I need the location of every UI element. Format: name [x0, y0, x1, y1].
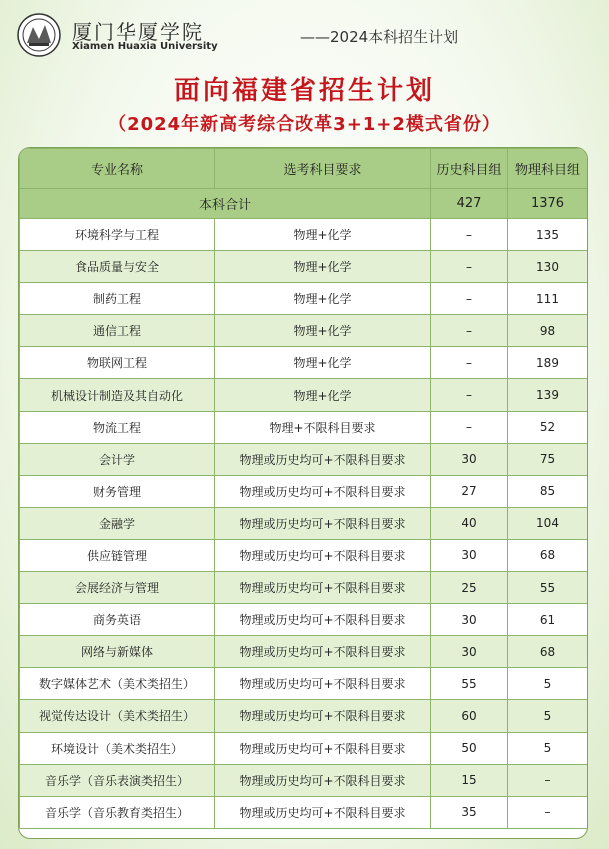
table-row — [20, 732, 588, 764]
cell-req: 物理或历史均可+不限科目要求 — [215, 796, 431, 828]
cell-physics: 130 — [508, 251, 588, 283]
cell-major: 通信工程 — [20, 315, 215, 347]
total-physics: 1376 — [508, 189, 588, 219]
table-row — [20, 347, 588, 379]
cell-physics: 135 — [508, 219, 588, 251]
cell-history: 30 — [431, 443, 508, 475]
cell-physics: 85 — [508, 475, 588, 507]
cell-major: 环境科学与工程 — [20, 219, 215, 251]
cell-major: 视觉传达设计（美术类招生） — [20, 700, 215, 732]
cell-major: 数字媒体艺术（美术类招生） — [20, 668, 215, 700]
cell-history: 40 — [431, 507, 508, 539]
cell-major: 环境设计（美术类招生） — [20, 732, 215, 764]
table-row — [20, 539, 588, 571]
cell-physics: 104 — [508, 507, 588, 539]
cell-major: 供应链管理 — [20, 539, 215, 571]
cell-history: 25 — [431, 572, 508, 604]
cell-req: 物理+不限科目要求 — [215, 411, 431, 443]
cell-req: 物理或历史均可+不限科目要求 — [215, 636, 431, 668]
header-requirement: 选考科目要求 — [215, 149, 431, 189]
cell-physics: 75 — [508, 443, 588, 475]
header-history-group: 历史科目组 — [431, 149, 508, 189]
cell-req: 物理或历史均可+不限科目要求 — [215, 668, 431, 700]
cell-history: 50 — [431, 732, 508, 764]
cell-history: 30 — [431, 604, 508, 636]
cell-history: 30 — [431, 636, 508, 668]
cell-major: 音乐学（音乐教育类招生） — [20, 796, 215, 828]
cell-major: 网络与新媒体 — [20, 636, 215, 668]
cell-history: – — [431, 347, 508, 379]
cell-major: 会展经济与管理 — [20, 572, 215, 604]
header — [0, 0, 609, 64]
table-row — [20, 475, 588, 507]
table-row — [20, 572, 588, 604]
table-row — [20, 219, 588, 251]
university-logo-icon — [17, 13, 61, 57]
cell-major: 金融学 — [20, 507, 215, 539]
cell-req: 物理或历史均可+不限科目要求 — [215, 507, 431, 539]
cell-physics: 55 — [508, 572, 588, 604]
cell-history: 15 — [431, 764, 508, 796]
total-row — [20, 189, 588, 219]
cell-req: 物理+化学 — [215, 283, 431, 315]
cell-req: 物理或历史均可+不限科目要求 — [215, 443, 431, 475]
enrollment-table — [18, 147, 588, 839]
table-header-row — [20, 149, 588, 189]
cell-history: – — [431, 411, 508, 443]
cell-major: 音乐学（音乐表演类招生） — [20, 764, 215, 796]
cell-physics: 5 — [508, 732, 588, 764]
cell-major: 物联网工程 — [20, 347, 215, 379]
plan-title: ——2024本科招生计划 — [300, 28, 459, 46]
school-name-en: Xiamen Huaxia University — [72, 41, 218, 52]
cell-major: 制药工程 — [20, 283, 215, 315]
cell-major: 食品质量与安全 — [20, 251, 215, 283]
cell-physics: 189 — [508, 347, 588, 379]
cell-req: 物理+化学 — [215, 251, 431, 283]
cell-req: 物理或历史均可+不限科目要求 — [215, 732, 431, 764]
cell-history: 27 — [431, 475, 508, 507]
cell-major: 财务管理 — [20, 475, 215, 507]
cell-req: 物理或历史均可+不限科目要求 — [215, 539, 431, 571]
total-history: 427 — [431, 189, 508, 219]
cell-physics: 68 — [508, 539, 588, 571]
cell-physics: – — [508, 796, 588, 828]
cell-req: 物理+化学 — [215, 315, 431, 347]
cell-history: – — [431, 283, 508, 315]
cell-physics: 98 — [508, 315, 588, 347]
cell-physics: 5 — [508, 700, 588, 732]
cell-req: 物理或历史均可+不限科目要求 — [215, 700, 431, 732]
table-row — [20, 668, 588, 700]
cell-physics: 111 — [508, 283, 588, 315]
table-row — [20, 411, 588, 443]
cell-req: 物理+化学 — [215, 219, 431, 251]
table-row — [20, 604, 588, 636]
cell-history: – — [431, 315, 508, 347]
cell-history: – — [431, 251, 508, 283]
cell-req: 物理+化学 — [215, 347, 431, 379]
table-row — [20, 764, 588, 796]
cell-physics: 5 — [508, 668, 588, 700]
cell-physics: 139 — [508, 379, 588, 411]
cell-major: 机械设计制造及其自动化 — [20, 379, 215, 411]
sub-title: （2024年新高考综合改革3+1+2模式省份） — [108, 114, 501, 135]
cell-req: 物理+化学 — [215, 379, 431, 411]
table-row — [20, 251, 588, 283]
table-row — [20, 700, 588, 732]
cell-history: – — [431, 379, 508, 411]
cell-physics: 68 — [508, 636, 588, 668]
cell-major: 物流工程 — [20, 411, 215, 443]
cell-history: 30 — [431, 539, 508, 571]
cell-history: 55 — [431, 668, 508, 700]
cell-req: 物理或历史均可+不限科目要求 — [215, 764, 431, 796]
table-row — [20, 507, 588, 539]
cell-major: 会计学 — [20, 443, 215, 475]
table-row — [20, 283, 588, 315]
cell-history: 35 — [431, 796, 508, 828]
header-physics-group: 物理科目组 — [508, 149, 588, 189]
cell-req: 物理或历史均可+不限科目要求 — [215, 604, 431, 636]
school-name-cn: 厦门华厦学院 — [72, 20, 204, 44]
cell-physics: 52 — [508, 411, 588, 443]
cell-history: 60 — [431, 700, 508, 732]
table-row — [20, 443, 588, 475]
cell-physics: – — [508, 764, 588, 796]
table-row — [20, 315, 588, 347]
cell-req: 物理或历史均可+不限科目要求 — [215, 475, 431, 507]
main-title: 面向福建省招生计划 — [173, 76, 435, 106]
header-major: 专业名称 — [20, 149, 215, 189]
cell-req: 物理或历史均可+不限科目要求 — [215, 572, 431, 604]
table-row — [20, 636, 588, 668]
cell-history: – — [431, 219, 508, 251]
cell-physics: 61 — [508, 604, 588, 636]
table-row — [20, 379, 588, 411]
total-label: 本科合计 — [20, 189, 431, 219]
cell-major: 商务英语 — [20, 604, 215, 636]
table-row — [20, 796, 588, 828]
